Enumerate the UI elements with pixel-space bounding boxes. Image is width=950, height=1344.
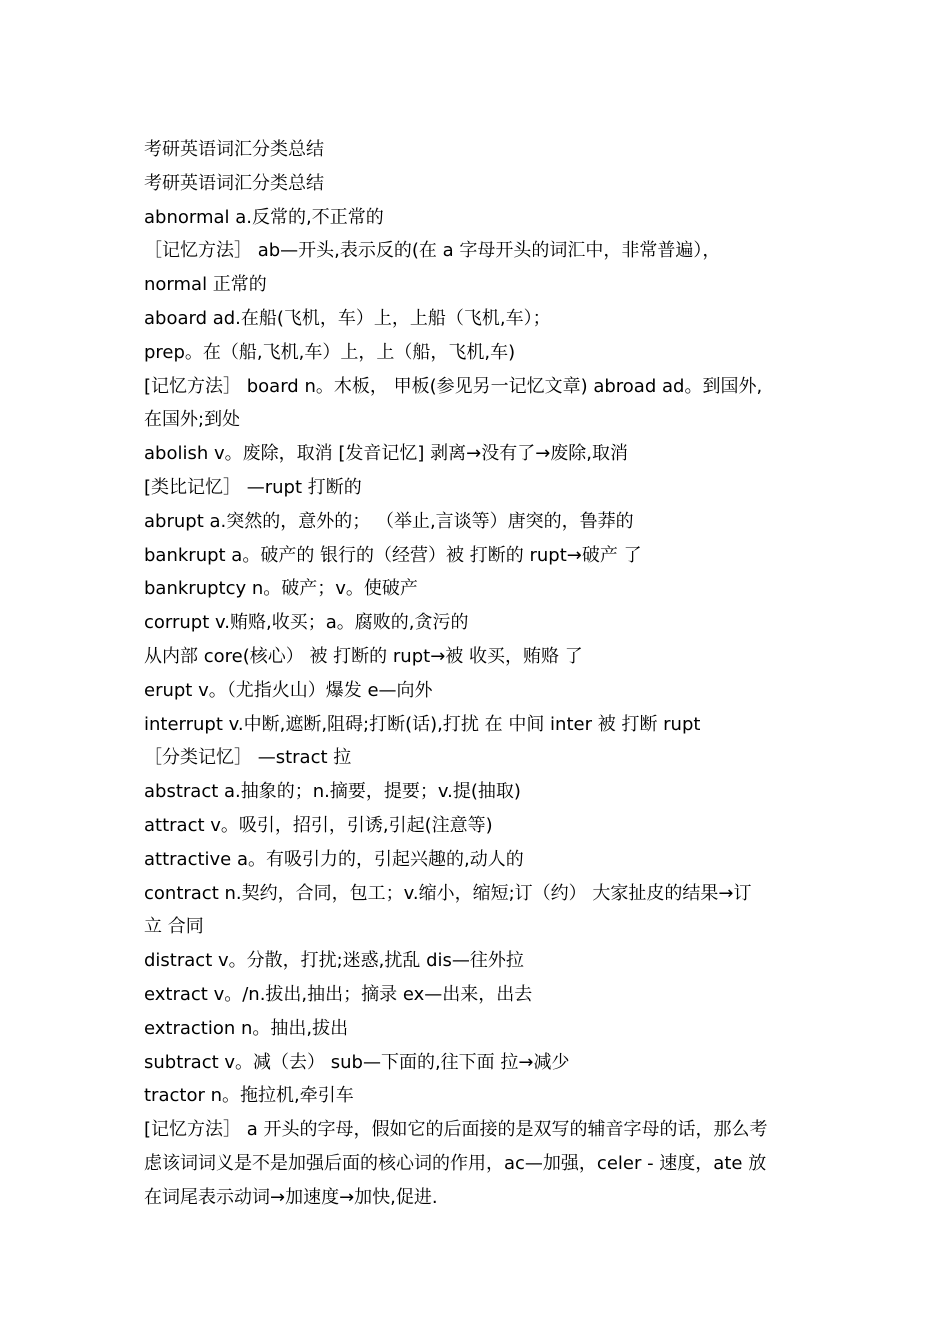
text-line: [类比记忆］ —rupt 打断的 (144, 476, 362, 498)
text-line: prep。在（船,飞机,车）上，上（船，飞机,车) (144, 341, 516, 363)
document-page (144, 133, 816, 1215)
text-line: ［记忆方法］ ab—开头,表示反的(在 a 字母开头的词汇中，非常普遍）， (144, 240, 721, 262)
text-line: extraction n。抽出,拔出 (144, 1017, 349, 1039)
text-line: aboard ad.在船(飞机，车）上，上船（飞机,车）； (144, 307, 551, 329)
text-line: distract v。分散，打扰;迷惑,扰乱 dis—往外拉 (144, 950, 524, 972)
text-line: attract v。吸引，招引，引诱,引起(注意等) (144, 814, 493, 836)
text-line: 从内部 core(核心） 被 打断的 rupt→被 收买，贿赂 了 (144, 645, 583, 667)
doc-title: 考研英语词汇分类总结 (144, 139, 324, 160)
text-line: interrupt v.中断,遮断,阻碍;打断(话),打扰 在 中间 inter 被 打断 rupt (144, 713, 701, 735)
text-line: 在词尾表示动词→加速度→加快,促进. (144, 1186, 438, 1208)
text-line: corrupt v.贿赂,收买；a。腐败的,贪污的 (144, 612, 469, 634)
text-line: abnormal a.反常的,不正常的 (144, 206, 384, 228)
text-line: subtract v。减（去） sub—下面的,往下面 拉→减少 (144, 1051, 570, 1073)
text-line: normal 正常的 (144, 274, 267, 296)
text-line: ［分类记忆］ —stract 拉 (144, 747, 352, 769)
text-line: tractor n。拖拉机,牵引车 (144, 1085, 354, 1107)
text-line: bankruptcy n。破产；v。使破产 (144, 578, 418, 600)
text-line: abolish v。废除，取消 [发音记忆] 剥离→没有了→废除,取消 (144, 443, 629, 465)
text-line: abrupt a.突然的，意外的； （举止,言谈等）唐突的，鲁莽的 (144, 510, 634, 532)
text-line: contract n.契约，合同，包工；v.缩小，缩短;订（约） 大家扯皮的结果→订 (144, 882, 752, 904)
text-line: extract v。/n.拔出,抽出；摘录 ex—出来，出去 (144, 983, 533, 1005)
text-line: 虑该词词义是不是加强后面的核心词的作用，ac—加强，celer - 速度，ate 放 (144, 1152, 767, 1174)
text-line: bankrupt a。破产的 银行的（经营）被 打断的 rupt→破产 了 (144, 544, 642, 566)
text-line: 在国外;到处 (144, 409, 241, 431)
text-line: [记忆方法］ board n。木板， 甲板(参见另一记忆文章) abroad ad。到国外, (144, 375, 763, 397)
text-line: [记忆方法］ a 开头的字母，假如它的后面接的是双写的辅音字母的话，那么考 (144, 1119, 768, 1141)
text-line: 立 合同 (144, 916, 204, 938)
text-line: erupt v。（尤指火山）爆发 e—向外 (144, 679, 433, 701)
doc-subtitle: 考研英语词汇分类总结 (144, 172, 324, 194)
text-line: attractive a。有吸引力的，引起兴趣的,动人的 (144, 848, 524, 870)
text-line: abstract a.抽象的；n.摘要，提要；v.提(抽取) (144, 781, 521, 803)
